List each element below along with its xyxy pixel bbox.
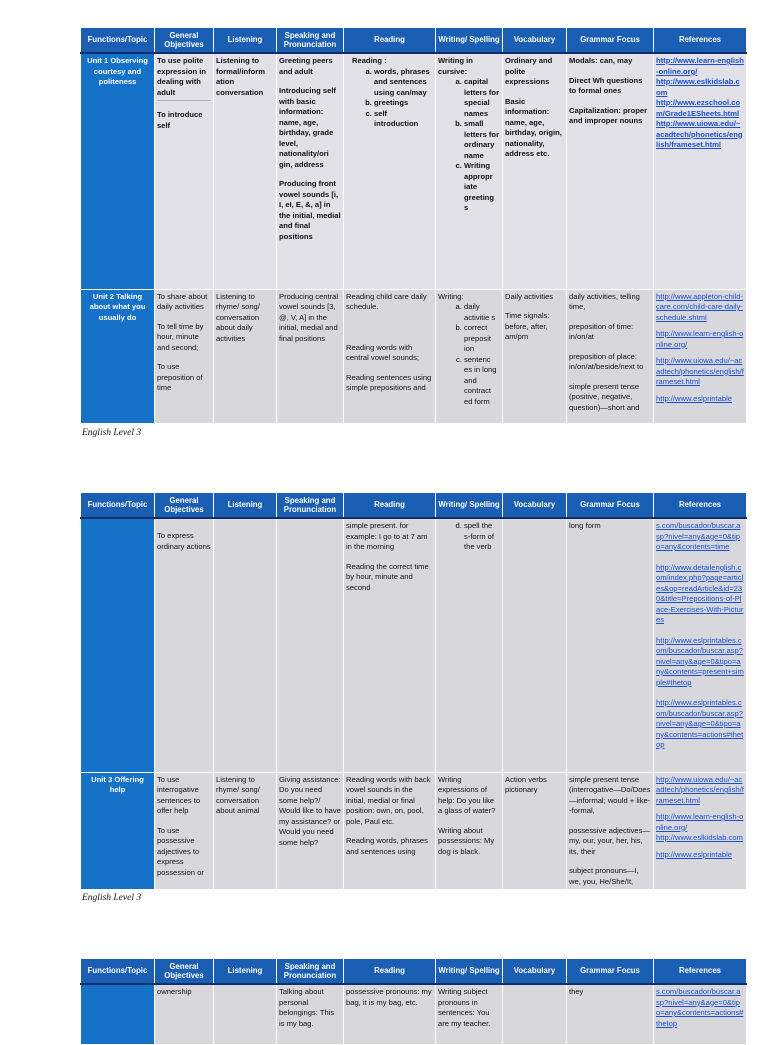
unit2-vocabulary xyxy=(503,289,567,423)
reference-link[interactable]: http://www.ezschool.com/Grade1ESheets.html xyxy=(656,98,741,118)
unit1-grammar-3: Capitalization: proper and improper nouns xyxy=(569,105,648,125)
unit2-vocabulary-continued xyxy=(503,518,567,772)
unit2-writing-item: b. correct preposit ion xyxy=(464,323,500,355)
reference-link[interactable]: http://www.eslkidslab.com xyxy=(656,77,740,97)
unit1-writing-item: b. small letters for ordinary name xyxy=(464,119,500,161)
unit2-obj-3: To use preposition of time xyxy=(157,362,203,392)
unit2-writing-title: Writing: xyxy=(438,291,464,301)
reference-link[interactable]: http://www.uiowa.edu/~acadtech/phonetics/english/frameset.html xyxy=(656,119,743,149)
unit3-reading-continued: possessive pronouns: my bag, it is my bag, etc. xyxy=(344,984,436,1044)
unit2-writing-item: c. sentenc es in long and contract ed form xyxy=(464,355,500,408)
reference-link[interactable]: http://www.eslkidslab.com xyxy=(656,833,743,842)
unit2-reading-2: Reading words with central vowel sounds; xyxy=(346,342,420,362)
unit3-objectives xyxy=(155,772,214,890)
unit1-writing-item: c. Writing appropr iate greeting s xyxy=(464,161,500,214)
unit3-objectives-continued: ownership xyxy=(155,984,214,1044)
unit1-vocabulary xyxy=(503,53,567,289)
unit1-speaking xyxy=(277,53,344,289)
page-2-table xyxy=(80,492,746,890)
unit2-vocab-2: Time signals: before, after, am/pm xyxy=(505,311,550,341)
unit2-topic-continued xyxy=(81,518,155,772)
unit2-listening: Listening to rhyme/ song/ conversation about daily activities xyxy=(214,289,277,423)
header-speaking: Speaking and Pronunciation xyxy=(277,493,344,519)
unit3-grammar-1: simple present tense (interrogative—Do/Does—informal; would + like--formal, xyxy=(569,774,651,815)
header-reading: Reading xyxy=(344,959,436,985)
unit2-vocab-1: Daily activities xyxy=(505,291,554,301)
header-writing: Writing/ Spelling xyxy=(436,959,503,985)
header-row xyxy=(81,28,747,54)
unit2-writing-continued xyxy=(436,518,503,772)
unit3-vocabulary: Action verbs pictionary xyxy=(503,772,567,890)
unit2-grammar-3: preposition of place: in/on/at/beside/next to xyxy=(569,351,644,371)
unit2-grammar-4: simple present tense (positive, negative, question)—short and xyxy=(569,381,640,412)
unit1-vocab-1: Ordinary and polite expressions xyxy=(505,56,553,86)
header-grammar: Grammar Focus xyxy=(567,28,654,54)
unit3-writing-1: Writing expressions of help: Do you like a glass of water? xyxy=(438,774,496,815)
reference-link[interactable]: http://www.eslprintables.com/buscador/buscar.asp?nivel=any&age=0&tipo=any&contents=present+simple#thetop xyxy=(656,635,744,687)
header-speaking: Speaking and Pronunciation xyxy=(277,28,344,54)
unit2-reading-3: Reading sentences using simple prepositions and xyxy=(346,372,432,392)
unit3-topic: Unit 3 Offering help xyxy=(81,772,155,890)
unit2-objectives xyxy=(155,289,214,423)
unit2-reading-continued xyxy=(344,518,436,772)
header-reading: Reading xyxy=(344,493,436,519)
unit1-references xyxy=(654,53,747,289)
unit2-references-continued xyxy=(654,518,747,772)
unit2-speaking: Producing central vowel sounds [3, @, V, A] in the initial, medial and final positions xyxy=(277,289,344,423)
unit2-speaking-continued xyxy=(277,518,344,772)
reference-link[interactable]: http://www.appleton-child-care.com/child-care-daily-schedule.shtml xyxy=(656,291,743,322)
unit3-writing-2: Writing about possessions: My dog is black. xyxy=(438,825,495,856)
header-row xyxy=(81,493,747,519)
unit1-writing xyxy=(436,53,503,289)
header-objectives: General Objectives xyxy=(155,959,214,985)
unit1-reading-item: a. words, phrases and sentences using can/may xyxy=(374,67,433,99)
unit2-writing-item: d. spell the s-form of the verb xyxy=(464,521,500,553)
table-row-unit2 xyxy=(81,289,747,423)
header-vocabulary: Vocabulary xyxy=(503,959,567,985)
unit1-obj-2: To introduce self xyxy=(157,110,203,130)
unit2-grammar-1: daily activities, telling time, xyxy=(569,291,640,311)
unit2-reading-cont-2: Reading the correct time by hour, minute and second xyxy=(346,561,429,592)
unit3-reading xyxy=(344,772,436,890)
unit3-writing-continued: Writing subject pronouns in sentences: You are my teacher. xyxy=(436,984,503,1044)
unit1-reading-item: c. self introduction xyxy=(374,109,433,130)
unit3-writing xyxy=(436,772,503,890)
unit1-grammar xyxy=(567,53,654,289)
unit2-objectives-continued: To express ordinary actions xyxy=(155,518,214,772)
unit3-reading-1: Reading words with back vowel sounds in the initial, medial or final position: own, on, pool, pole, Paul etc. xyxy=(346,774,431,826)
unit1-speaking-2: Introducing self with basic information: name, age, birthday, grade level, nationality/ori gin, address xyxy=(279,86,336,169)
header-topic: Functions/Topic xyxy=(81,28,155,54)
header-vocabulary: Vocabulary xyxy=(503,493,567,519)
header-listening: Listening xyxy=(214,493,277,519)
unit1-vocab-2: Basic information: name, age, birthday, origin, nationality, address etc. xyxy=(505,96,562,158)
unit1-writing-item: a. capital letters for special names xyxy=(464,77,500,119)
reference-link[interactable]: http://www.learn-english-online.org/ xyxy=(656,812,744,832)
unit1-grammar-1: Modals: can, may xyxy=(569,56,633,65)
unit2-grammar xyxy=(567,289,654,423)
unit2-writing xyxy=(436,289,503,423)
unit2-reading-1: Reading child care daily schedule. xyxy=(346,291,427,311)
unit3-reading-2: Reading words, phrases and sentences using xyxy=(346,836,428,856)
table-row-unit1 xyxy=(81,53,747,289)
reference-link[interactable]: http://www.eslprintable xyxy=(656,393,732,403)
unit1-obj-1: To use polite expression in dealing with adult xyxy=(157,56,206,97)
page-1-table xyxy=(80,27,746,424)
unit3-listening-continued xyxy=(214,984,277,1044)
reference-link[interactable]: s.com/buscador/buscar.asp?nivel=any&age=0&tipo=any&contents=actions#thetop xyxy=(656,987,744,1028)
unit1-reading xyxy=(344,53,436,289)
reference-link[interactable]: http://www.uiowa.edu/~acadtech/phonetics/english/frameset.html xyxy=(656,774,744,805)
unit3-listening: Listening to rhyme/ song/ conversation about animal xyxy=(214,772,277,890)
table-row-unit3-continued xyxy=(81,984,747,1044)
unit3-speaking-continued: Talking about personal belongings: This is my bag. xyxy=(277,984,344,1044)
page-footer: English Level 3 xyxy=(82,893,142,903)
reference-link[interactable]: http://www.uiowa.edu/~acadtech/phonetics/english/frameset.html xyxy=(656,356,744,386)
header-references: References xyxy=(654,959,747,985)
header-reading: Reading xyxy=(344,28,436,54)
unit3-speaking: Giving assistance: Do you need some help?/ Would like to have my assistance? or Would you need some help? xyxy=(277,772,344,890)
unit1-writing-title: Writing in cursive: xyxy=(438,56,473,76)
header-speaking: Speaking and Pronunciation xyxy=(277,959,344,985)
header-grammar: Grammar Focus xyxy=(567,493,654,519)
unit3-grammar-3: subject pronouns—I, we, you, He/She/It, xyxy=(569,866,639,886)
reference-link[interactable]: http://www.learn-english-online.org/ xyxy=(656,56,744,76)
header-references: References xyxy=(654,493,747,519)
header-topic: Functions/Topic xyxy=(81,959,155,985)
unit1-speaking-1: Greeting peers and adult xyxy=(279,56,333,76)
unit1-listening: Listening to formal/inform ation conversation xyxy=(214,53,277,289)
reference-link[interactable]: http://www.eslprintables.com/buscador/buscar.asp?nivel=any&age=0&tipo=any&contents=actions#thetop xyxy=(656,698,744,749)
reference-link[interactable]: http://www.eslprintable xyxy=(656,849,732,859)
unit2-obj-1: To share about daily activities xyxy=(157,291,208,311)
header-writing: Writing/ Spelling xyxy=(436,28,503,54)
unit3-topic-continued xyxy=(81,984,155,1044)
header-listening: Listening xyxy=(214,28,277,54)
header-topic: Functions/Topic xyxy=(81,493,155,519)
unit1-speaking-3: Producing front vowel sounds [i, I, eI, E, &, a] in the initial, medial and final positions xyxy=(279,179,341,241)
reference-link[interactable]: http://www.detailenglish.com/index.php?page=articles&op=readArticle&id=230&title=Prepositions-of-Place-Exercises-With-Pictures xyxy=(656,562,744,624)
unit2-obj-2: To tell time by hour, minute and second; xyxy=(157,321,204,352)
header-listening: Listening xyxy=(214,959,277,985)
header-references: References xyxy=(654,28,747,54)
header-vocabulary: Vocabulary xyxy=(503,28,567,54)
header-objectives: General Objectives xyxy=(155,493,214,519)
unit2-grammar-2: preposition of time: in/on/at xyxy=(569,321,634,341)
unit3-grammar xyxy=(567,772,654,890)
unit3-obj-1: To use interrogative sentences to offer help xyxy=(157,774,201,815)
unit1-topic: Unit 1 Observing courtesy and politeness xyxy=(81,53,155,289)
unit1-objectives xyxy=(155,53,214,289)
unit1-reading-title: Reading : xyxy=(352,56,387,65)
reference-link[interactable]: http://www.learn-english-online.org/ xyxy=(656,329,744,349)
header-grammar: Grammar Focus xyxy=(567,959,654,985)
unit3-grammar-continued: they xyxy=(567,984,654,1044)
unit2-grammar-continued: long form xyxy=(567,518,654,772)
unit3-references-continued xyxy=(654,984,747,1044)
unit2-topic: Unit 2 Talking about what you usually do xyxy=(81,289,155,423)
unit3-references xyxy=(654,772,747,890)
unit1-reading-item: b. greetings xyxy=(374,98,433,109)
header-writing: Writing/ Spelling xyxy=(436,493,503,519)
unit2-reading xyxy=(344,289,436,423)
unit2-references xyxy=(654,289,747,423)
unit2-reading-cont-1: simple present. for example: I go to at 7 am in the morning xyxy=(346,521,428,551)
header-row xyxy=(81,959,747,985)
page-3-table xyxy=(80,958,746,1045)
table-row-unit3 xyxy=(81,772,747,890)
page-footer: English Level 3 xyxy=(82,428,142,438)
header-objectives: General Objectives xyxy=(155,28,214,54)
unit1-grammar-2: Direct Wh questions to formal ones xyxy=(569,75,643,95)
unit3-obj-2: To use possessive adjectives to express possession or xyxy=(157,825,204,877)
unit2-listening-continued xyxy=(214,518,277,772)
unit3-grammar-2: possessive adjectives—my, our, your, her, his, its, their xyxy=(569,825,651,856)
unit2-writing-item: a. daily activitie s xyxy=(464,302,500,323)
unit3-vocabulary-continued xyxy=(503,984,567,1044)
table-row-unit2-continued xyxy=(81,518,747,772)
reference-link[interactable]: s.com/buscador/buscar.asp?nivel=any&age=0&tipo=any&contents=time xyxy=(656,521,741,551)
